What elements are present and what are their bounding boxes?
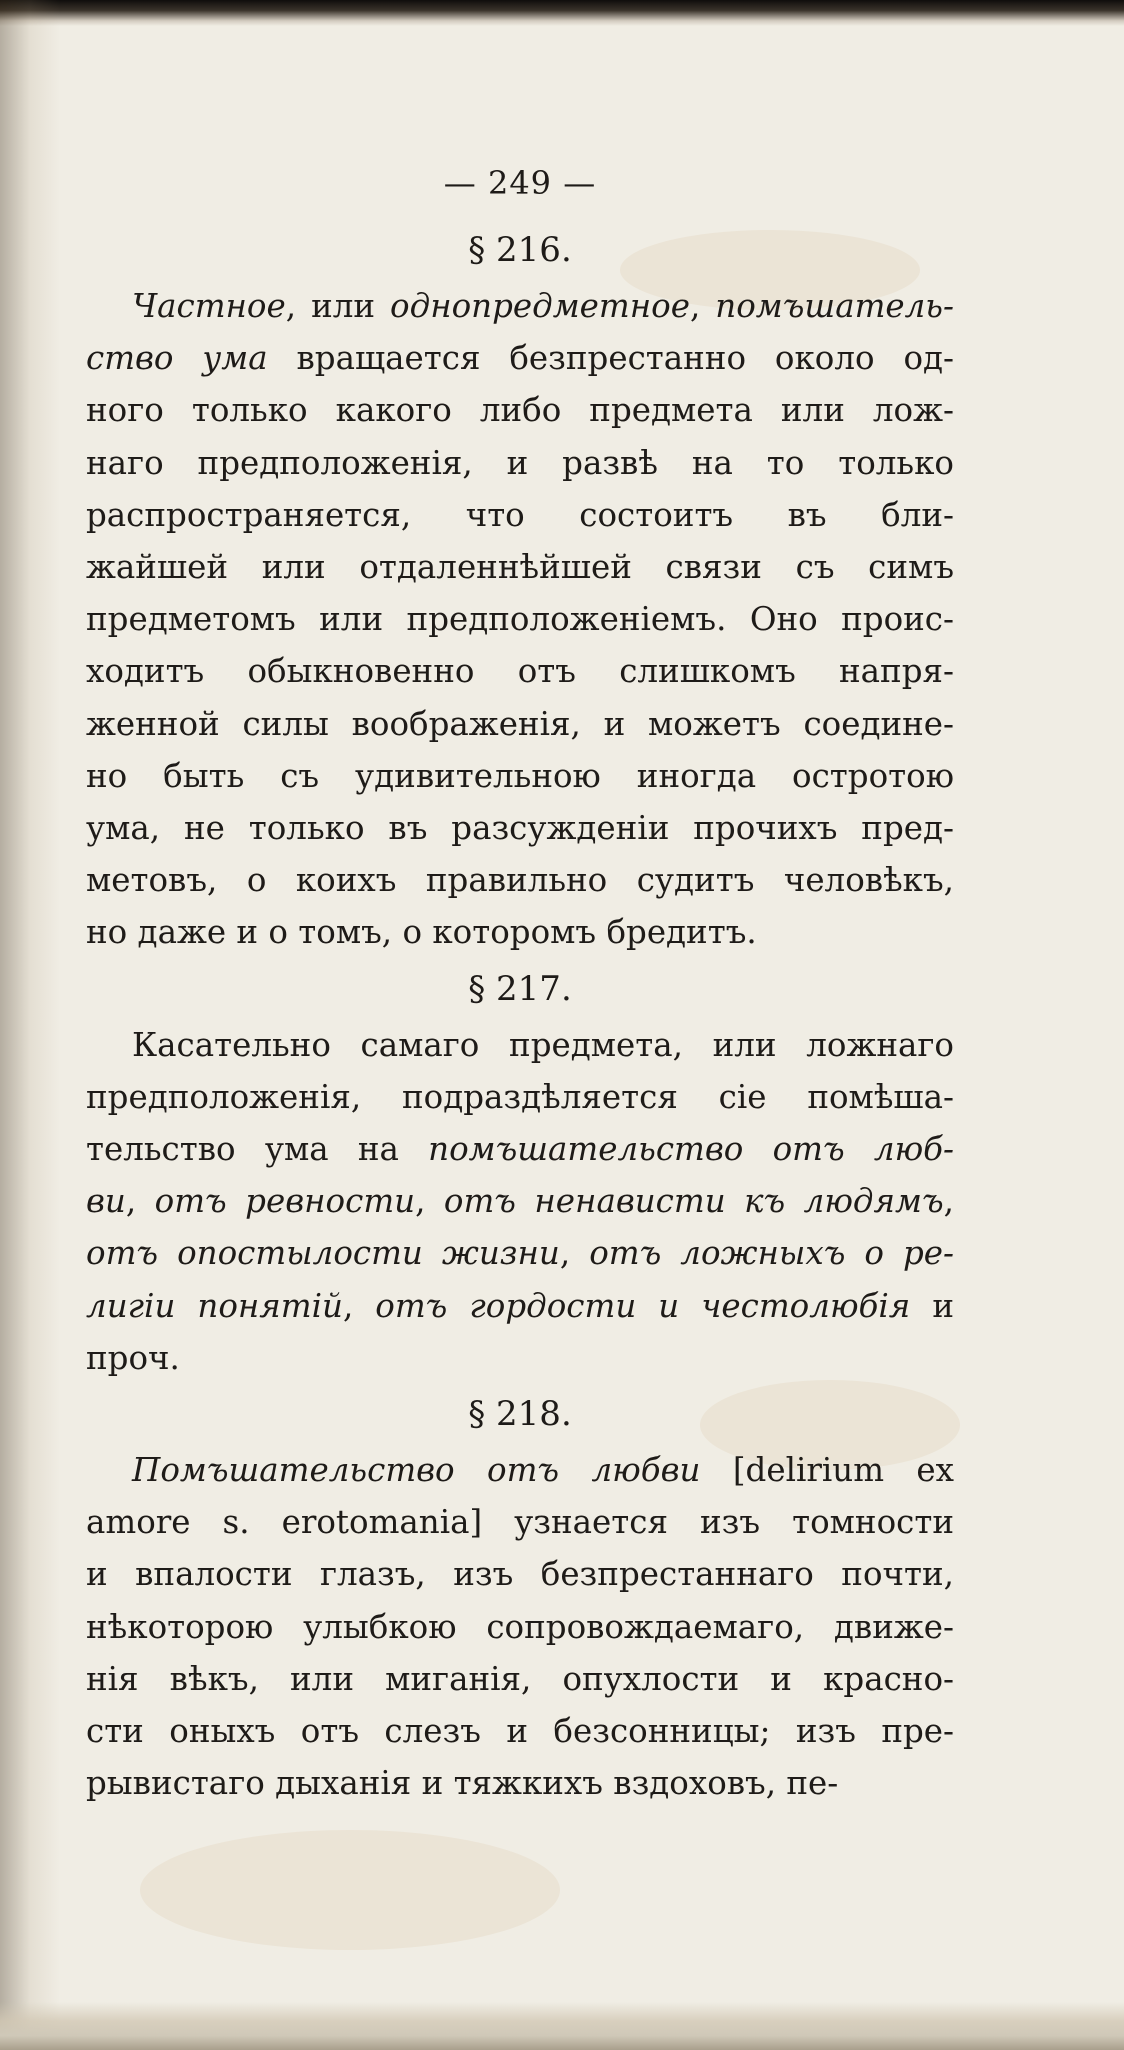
text-run: Касательно самаго предмета, или ложнаго [132, 1025, 954, 1064]
section-paragraph [86, 1444, 954, 1809]
italic-run: отъ гордости и честолюбія [375, 1286, 911, 1325]
section-paragraph [86, 1019, 954, 1384]
section-heading: § 217. [468, 968, 572, 1009]
text-line [86, 1071, 954, 1123]
text-line [86, 1227, 954, 1279]
text-run: , [342, 1286, 376, 1325]
text-line [86, 1444, 954, 1496]
section-paragraph [86, 280, 954, 959]
italic-run: помъшательство отъ люб- [428, 1130, 954, 1169]
text-line [86, 750, 954, 802]
italic-run: отъ ложныхъ о ре- [589, 1234, 954, 1273]
bottom-page-edge [0, 2002, 1124, 2050]
text-line [86, 1601, 954, 1653]
text-run: распространяется, что состоитъ въ бли- [86, 495, 954, 534]
sections-container [86, 220, 954, 1809]
text-run: ума, не только въ разсужденіи прочихъ пред- [86, 809, 954, 848]
text-line [86, 1757, 954, 1809]
text-run: и впалости глазъ, изъ безпрестаннаго почти, [86, 1555, 954, 1594]
text-line [86, 332, 954, 384]
italic-run: ство ума [86, 339, 268, 378]
text-line [86, 384, 954, 436]
italic-run: Частное [132, 287, 286, 325]
text-line [86, 1496, 954, 1548]
text-run: , [415, 1182, 444, 1221]
text-run: , [559, 1234, 590, 1273]
text-run: нѣкоторою улыбкою сопровождаемаго, движе- [86, 1607, 954, 1646]
italic-run: Помъшательство отъ любви [132, 1451, 701, 1490]
text-run: , или [285, 287, 391, 325]
text-run: женной силы воображенія, и можетъ соедине- [86, 704, 954, 743]
text-line [86, 854, 954, 906]
text-run: но даже и о томъ, о которомъ бредитъ. [86, 913, 757, 952]
text-run: вращается безпрестанно около од- [267, 339, 955, 378]
text-line [86, 906, 954, 958]
italic-run: отъ ревности [154, 1182, 416, 1221]
text-run: , [943, 1182, 955, 1221]
text-run: предположенія, подраздѣляется сіе помѣша- [86, 1077, 954, 1116]
text-line [86, 1705, 954, 1757]
text-run: ходитъ обыкновенно отъ слишкомъ напря- [86, 652, 954, 691]
text-line [86, 1653, 954, 1705]
text-line [86, 280, 954, 332]
text-line [86, 437, 954, 489]
italic-run: отъ ненависти къ людямъ [443, 1182, 944, 1221]
text-run: , [125, 1182, 155, 1221]
text-line [86, 1332, 954, 1384]
section-heading: § 216. [468, 230, 572, 270]
section-heading: § 218. [468, 1394, 572, 1435]
text-run: метовъ, о коихъ правильно судитъ человѣкъ, [86, 861, 954, 900]
text-run: наго предположенія, и развѣ на то только [86, 443, 954, 482]
page-number: — 249 — [443, 164, 597, 202]
text-run: но быть съ удивительною иногда остротою [86, 756, 954, 795]
text-line [86, 489, 954, 541]
italic-run: лигіи понятій [86, 1286, 343, 1325]
text-line [86, 802, 954, 854]
text-line [86, 1175, 954, 1227]
italic-run: однопредметное [390, 287, 690, 325]
text-line [86, 593, 954, 645]
text-run: нія вѣкъ, или миганія, опухлости и красно- [86, 1659, 954, 1698]
text-run: тельство ума на [86, 1130, 429, 1169]
italic-run: помъшатель- [715, 287, 954, 325]
text-run: , [689, 287, 716, 325]
text-line [86, 541, 954, 593]
text-run: проч. [86, 1338, 180, 1377]
text-run: и [910, 1286, 954, 1325]
paper-stain [140, 1830, 560, 1950]
text-run: предметомъ или предположеніемъ. Оно проис- [86, 600, 954, 639]
text-line [86, 1019, 954, 1071]
text-run: жайшей или отдаленнѣйшей связи съ симъ [86, 548, 954, 587]
text-run: рывистаго дыханія и тяжкихъ вздоховъ, пе- [86, 1764, 839, 1803]
text-line [86, 698, 954, 750]
text-run: [delirium ex [700, 1451, 954, 1490]
text-run: amore s. erotomania] узнается изъ томности [86, 1503, 954, 1542]
italic-run: отъ опостылости жизни [86, 1234, 560, 1273]
text-run: ного только какого либо предмета или лож- [86, 391, 954, 430]
text-line [86, 1548, 954, 1600]
text-line [86, 1123, 954, 1175]
top-page-shadow [0, 0, 1124, 26]
italic-run: ви [86, 1182, 126, 1221]
text-run: сти оныхъ отъ слезъ и безсонницы; изъ пре- [86, 1712, 954, 1751]
page-text [86, 150, 954, 1809]
text-line [86, 1280, 954, 1332]
gutter-shadow [0, 0, 60, 2050]
text-line [86, 645, 954, 697]
